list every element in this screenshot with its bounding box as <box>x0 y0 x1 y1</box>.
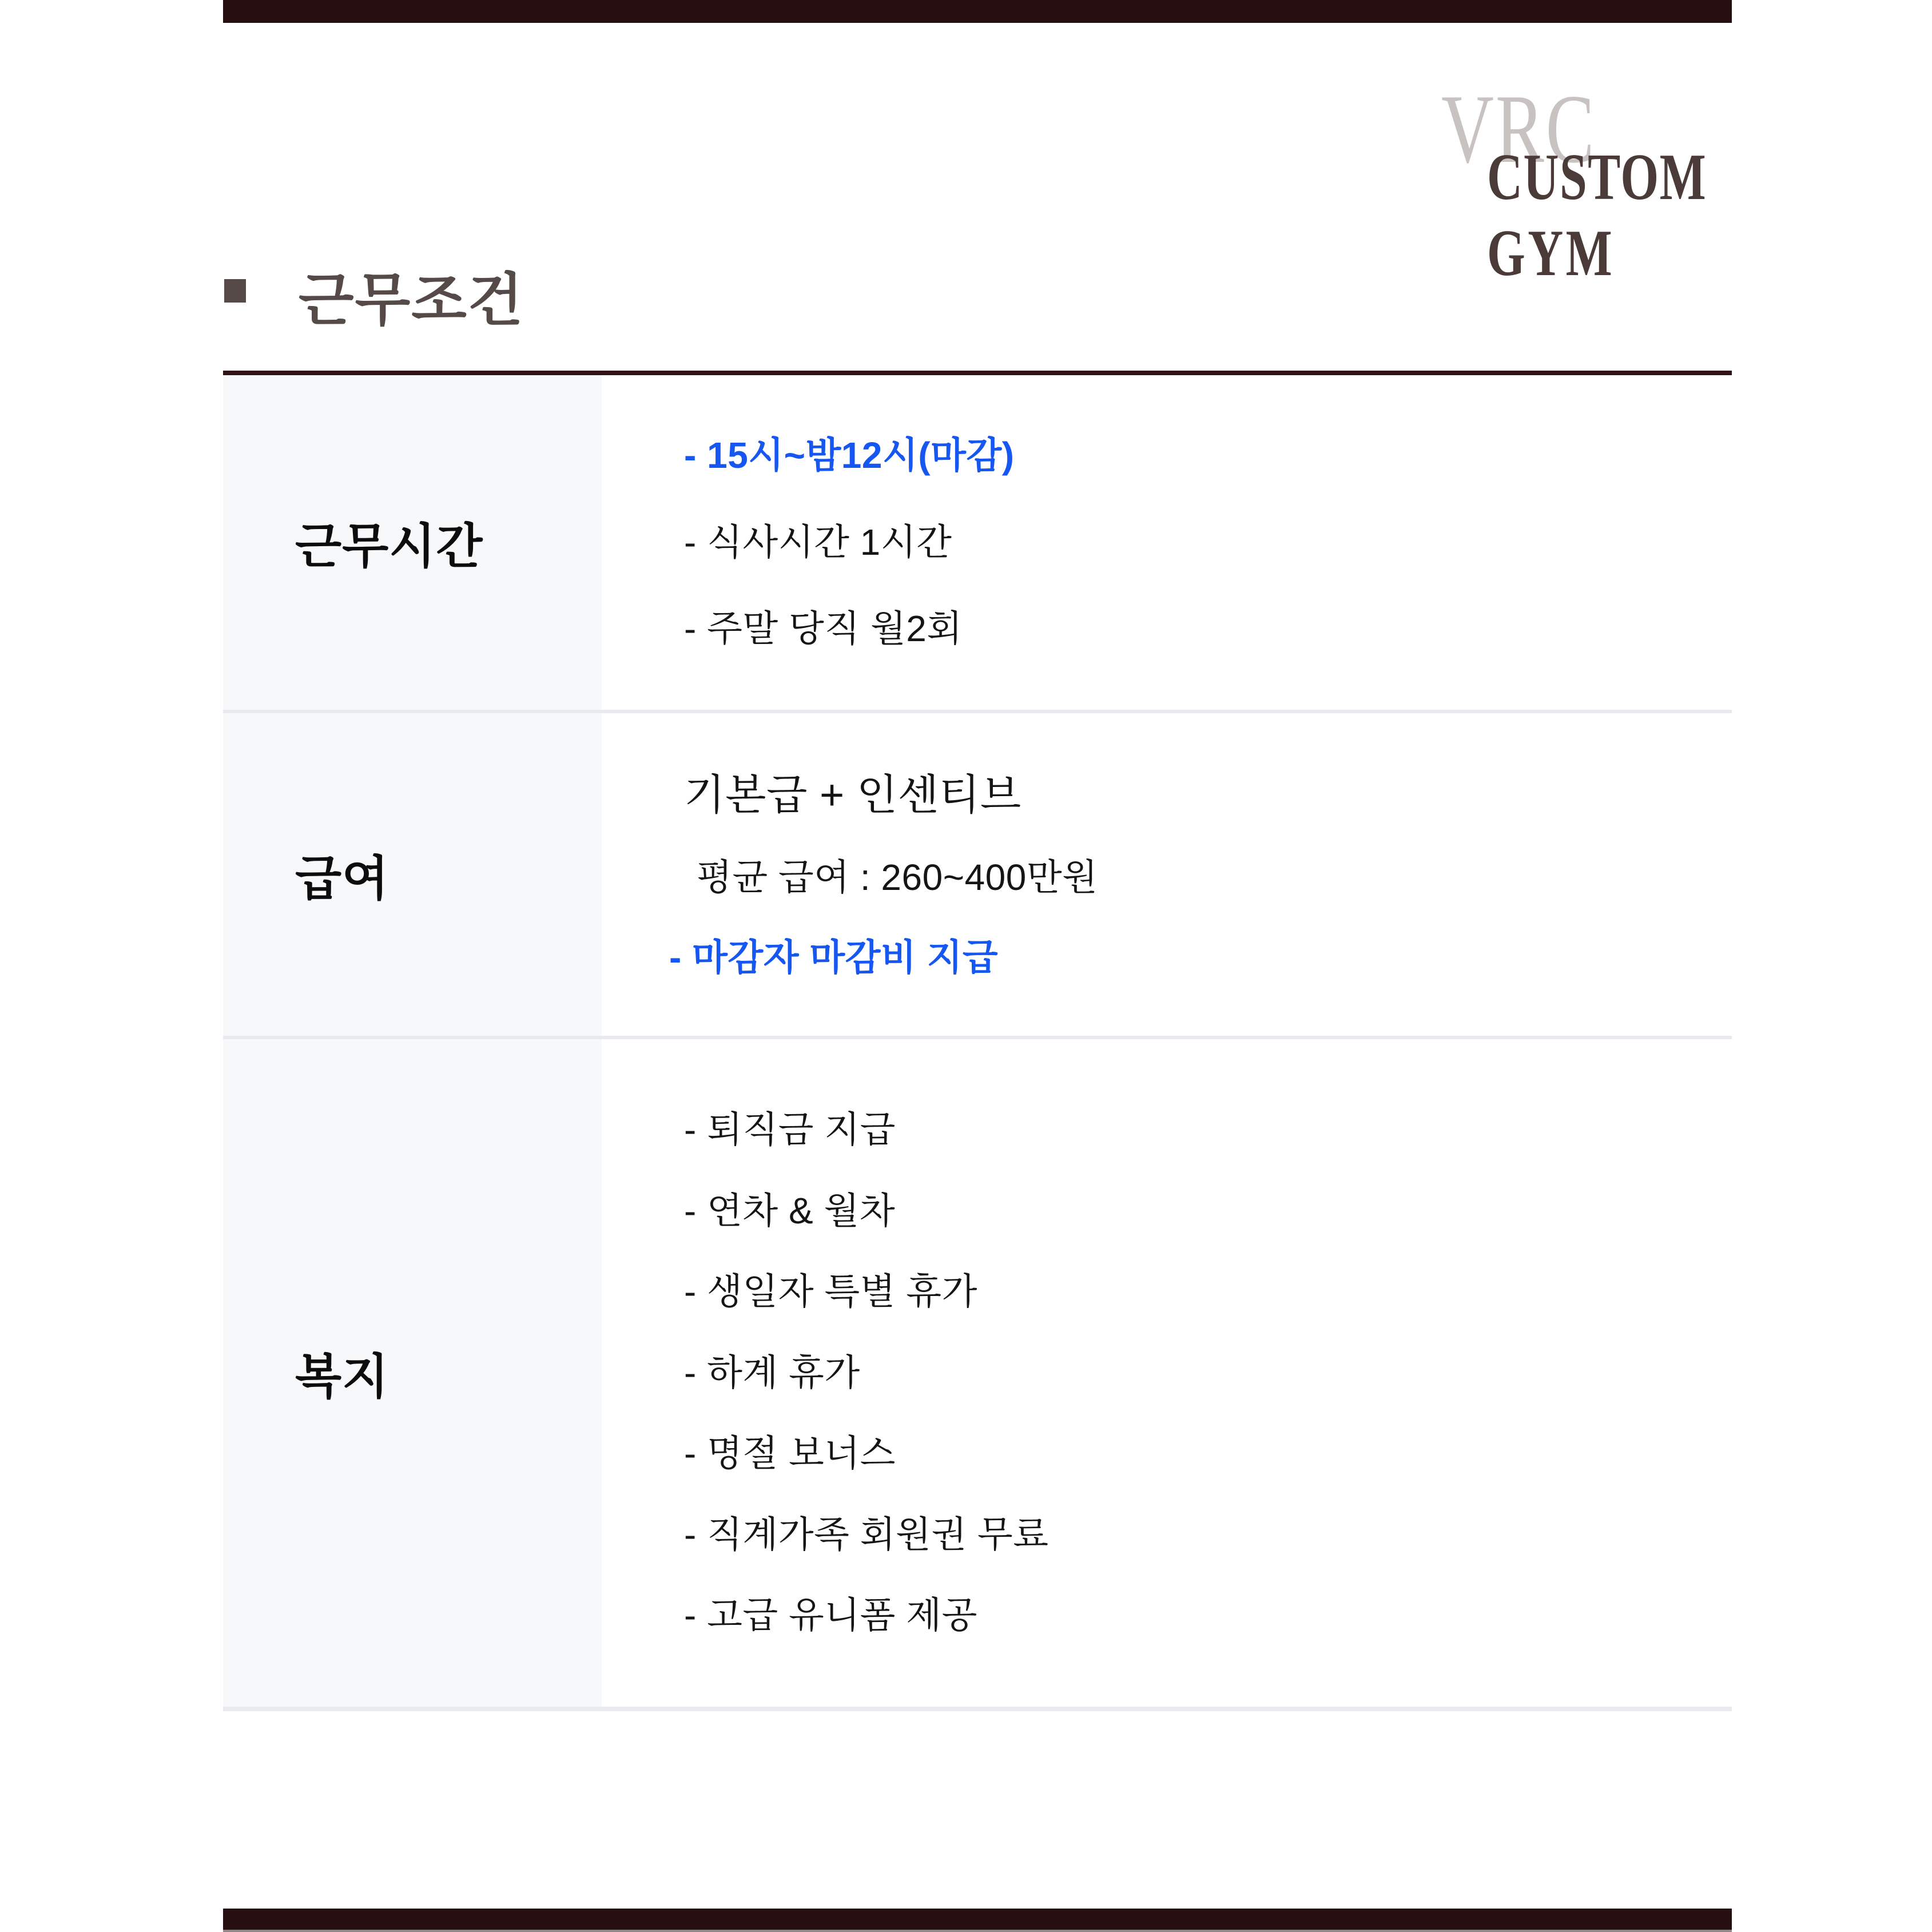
welfare-line-severance: - 퇴직금 지급 <box>684 1108 896 1150</box>
working-conditions-table <box>223 375 1732 1711</box>
welfare-line-family-membership: - 직계가족 회원권 무료 <box>684 1513 1049 1555</box>
salary-line-base: 기본급 + 인센티브 <box>684 770 1021 818</box>
row-content-cell <box>602 1039 1732 1707</box>
logo-custom-text: CUSTOM <box>1487 141 1707 214</box>
page-title: 근무조건 <box>299 268 524 332</box>
welfare-line-summer: - 하계 휴가 <box>684 1351 860 1393</box>
row-label-cell <box>223 375 602 710</box>
salary-line-closing-bonus: - 마감자 마감비 지급 <box>669 936 999 978</box>
logo-vrc-text: VRC <box>1441 75 1596 184</box>
bottom-accent-bar <box>223 1909 1732 1932</box>
logo-gym-text: GYM <box>1487 217 1615 290</box>
row-content-cell <box>602 375 1732 710</box>
welfare-line-birthday: - 생일자 특별 휴가 <box>684 1271 977 1313</box>
salary-line-average: 평균 급여 : 260~400만원 <box>697 856 1098 898</box>
row-label-welfare: 복지 <box>295 1350 389 1404</box>
section-bullet-square <box>224 279 246 303</box>
work-hours-line-shift: - 15시~밤12시(마감) <box>684 435 1015 476</box>
work-hours-line-meal: - 식사시간 1시간 <box>684 521 952 563</box>
welfare-line-holiday-bonus: - 명절 보너스 <box>684 1433 896 1474</box>
row-label-work-hours: 근무시간 <box>295 519 483 573</box>
work-hours-line-weekend: - 주말 당직 월2회 <box>684 608 963 650</box>
row-label-salary: 급여 <box>295 851 389 905</box>
row-content-cell <box>602 713 1732 1036</box>
welfare-line-leave: - 연차 & 월차 <box>684 1190 896 1231</box>
table-top-rule <box>223 371 1732 375</box>
table-row-welfare <box>223 1039 1732 1711</box>
top-accent-bar <box>223 0 1732 23</box>
welfare-line-uniform: - 고급 유니폼 제공 <box>684 1595 977 1636</box>
row-label-cell <box>223 1039 602 1707</box>
table-row-work-hours <box>223 375 1732 713</box>
brand-logo <box>1430 74 1750 292</box>
table-row-salary <box>223 713 1732 1039</box>
row-label-cell <box>223 713 602 1036</box>
